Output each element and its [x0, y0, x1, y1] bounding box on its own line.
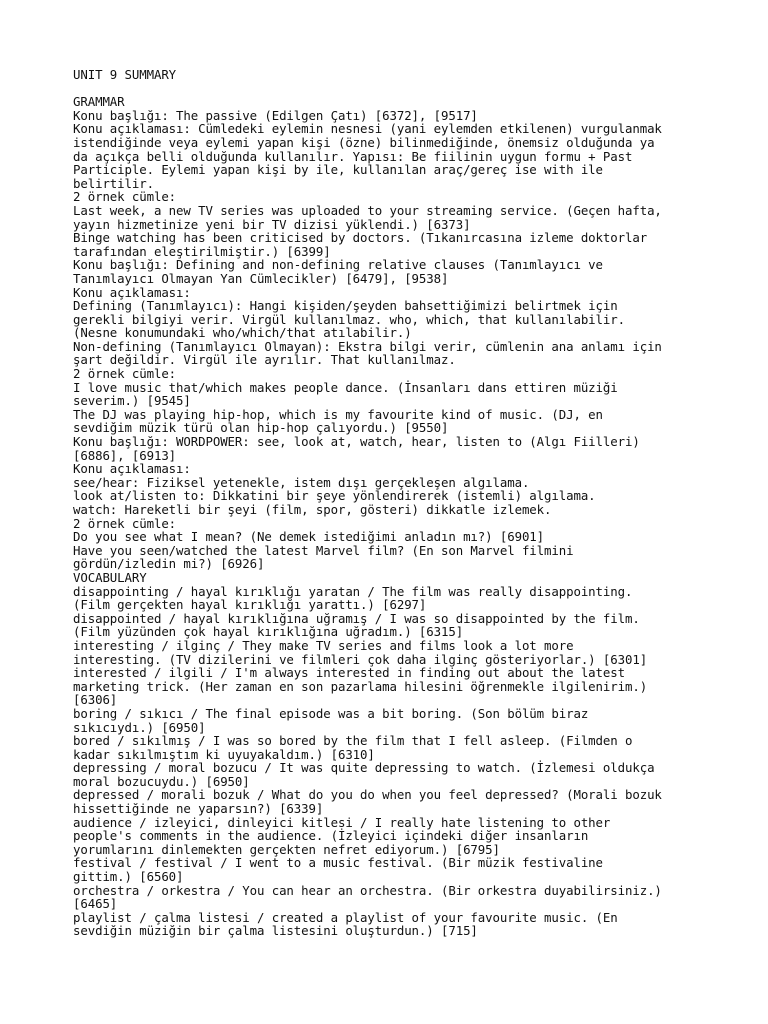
- text-line: playlist / çalma listesi / created a playlist of your favourite music. (En: [73, 909, 618, 925]
- text-line: Defining (Tanımlayıcı): Hangi kişiden/şeyden bahsettiğimizi belirtmek için: [73, 298, 618, 314]
- text-line: interested / ilgili / I'm always interested in finding out about the latest: [73, 665, 625, 681]
- text-line: tarafından eleştirilmiştir.) [6399]: [73, 243, 331, 259]
- text-line: Konu açıklaması:: [73, 284, 191, 300]
- text-line: watch: Hareketli bir şeyi (film, spor, gösteri) dikkatle izlemek.: [73, 502, 552, 517]
- text-line: hissettiğinde ne yaparsın?) [6339]: [73, 801, 324, 817]
- text-line: [6886], [6913]: [73, 447, 177, 463]
- text-line: kadar sıkılmıştım ki uyuyakaldım.) [6310]: [73, 746, 375, 762]
- text-line: Do you see what I mean? (Ne demek istediğimi anladın mı?) [6901]: [73, 529, 545, 545]
- text-line: belirtilir.: [73, 175, 154, 191]
- text-line: (Film gerçekten hayal kırıklığı yarattı.) [6297]: [73, 597, 427, 613]
- text-line: interesting / ilginç / They make TV series and films look a lot more: [73, 637, 574, 653]
- text-line: Konu açıklaması: Cümledeki eylemin nesnesi (yani eylemden etkilenen) vurgulanmak: [73, 121, 662, 137]
- text-line: Konu başlığı: WORDPOWER: see, look at, watch, hear, listen to (Algı Fiilleri): [73, 434, 640, 450]
- text-line: gerekli bilgiyi verir. Virgül kullanılmaz. who, which, that kullanılabilir.: [73, 311, 625, 327]
- text-line: severim.) [9545]: [73, 393, 191, 409]
- text-line: people's comments in the audience. (İzleyici içindeki diğer insanların: [73, 828, 589, 844]
- text-line: Tanımlayıcı Olmayan Yan Cümlecikler) [6479], [9538]: [73, 270, 449, 286]
- text-line: moral bozucuydu.) [6950]: [73, 773, 250, 789]
- text-line: şart değildir. Virgül ile ayrılır. That kullanılmaz.: [73, 352, 456, 368]
- text-line: [73, 82, 753, 96]
- text-line: Konu başlığı: Defining and non-defining relative clauses (Tanımlayıcı ve: [73, 257, 603, 273]
- text-line: istendiğinde veya eylemi yapan kişi (özne) bilinmediğinde, önemsiz olduğunda ya: [73, 134, 655, 150]
- text-line: da açıkça belli olduğunda kullanılır. Yapısı: Be fiilinin uygun formu + Past: [73, 148, 633, 164]
- text-line: 2 örnek cümle:: [73, 366, 177, 382]
- text-line: Have you seen/watched the latest Marvel film? (En son Marvel filmini: [73, 542, 574, 558]
- text-line: depressing / moral bozucu / It was quite depressing to watch. (İzlemesi oldukça: [73, 760, 655, 776]
- text-line: sevdiğin müziğin bir çalma listesini oluşturdun.) [715]: [73, 923, 478, 939]
- text-line: disappointed / hayal kırıklığına uğramış / I was so disappointed by the film.: [73, 610, 640, 626]
- text-line: GRAMMAR: [73, 94, 125, 110]
- text-line: interesting. (TV dizilerini ve filmleri çok daha ilginç gösteriyorlar.) [6301]: [73, 651, 648, 667]
- text-line: gittim.) [6560]: [73, 869, 184, 885]
- text-line: bored / sıkılmış / I was so bored by the film that I fell asleep. (Filmden o: [73, 733, 633, 749]
- text-line: (Film yüzünden çok hayal kırıklığına uğradım.) [6315]: [73, 624, 464, 640]
- text-line: audience / izleyici, dinleyici kitlesi / I really hate listening to other: [73, 814, 611, 830]
- text-line: [6465]: [73, 896, 118, 912]
- text-line: orchestra / orkestra / You can hear an orchestra. (Bir orkestra duyabilirsiniz.): [73, 882, 662, 898]
- text-line: gördün/izledin mi?) [6926]: [73, 556, 265, 572]
- text-line: boring / sıkıcı / The final episode was a bit boring. (Son bölüm biraz: [73, 705, 589, 721]
- text-line: disappointing / hayal kırıklığı yaratan / The film was really disappointing.: [73, 583, 633, 599]
- text-line: yorumlarını dinlemekten gerçekten nefret ediyorum.) [6795]: [73, 841, 500, 857]
- text-line: Participle. Eylemi yapan kişi by ile, kullanılan araç/gereç ise with ile: [73, 162, 603, 178]
- text-line: marketing trick. (Her zaman en son pazarlama hilesini öğrenmekle ilgilenirim.): [73, 678, 648, 694]
- text-line: depressed / morali bozuk / What do you do when you feel depressed? (Morali bozuk: [73, 787, 662, 803]
- text-line: The DJ was playing hip-hop, which is my favourite kind of music. (DJ, en: [73, 406, 603, 422]
- text-line: Last week, a new TV series was uploaded to your streaming service. (Geçen hafta,: [73, 202, 662, 218]
- text-line: 2 örnek cümle:: [73, 515, 177, 531]
- text-line: (Nesne konumundaki who/which/that atılabilir.): [73, 325, 412, 341]
- text-line: Binge watching has been criticised by doctors. (Tıkanırcasına izleme doktorlar: [73, 230, 648, 246]
- text-line: I love music that/which makes people dance. (İnsanları dans ettiren müziği: [73, 379, 618, 395]
- text-line: look at/listen to: Dikkatini bir şeye yönlendirerek (istemli) algılama.: [73, 488, 596, 504]
- document-title: UNIT 9 SUMMARY: [73, 67, 177, 82]
- text-line: yayın hizmetinize yeni bir TV dizisi yüklendi.) [6373]: [73, 216, 471, 232]
- text-line: Konu başlığı: The passive (Edilgen Çatı) [6372], [9517]: [73, 107, 478, 123]
- text-line: 2 örnek cümle:: [73, 189, 177, 205]
- text-line: [6306]: [73, 692, 118, 708]
- text-line: sıkıcıydı.) [6950]: [73, 719, 206, 735]
- text-line: festival / festival / I went to a music festival. (Bir müzik festivaline: [73, 855, 603, 871]
- text-line: Non-defining (Tanımlayıcı Olmayan): Ekstra bilgi verir, cümlenin ana anlamı için: [73, 338, 662, 354]
- text-line: see/hear: Fiziksel yetenekle, istem dışı gerçekleşen algılama.: [73, 474, 530, 490]
- text-line: sevdiğim müzik türü olan hip-hop çalıyordu.) [9550]: [73, 420, 449, 436]
- document-page: [73, 68, 753, 938]
- text-line: Konu açıklaması:: [73, 461, 191, 477]
- text-line: VOCABULARY: [73, 569, 147, 585]
